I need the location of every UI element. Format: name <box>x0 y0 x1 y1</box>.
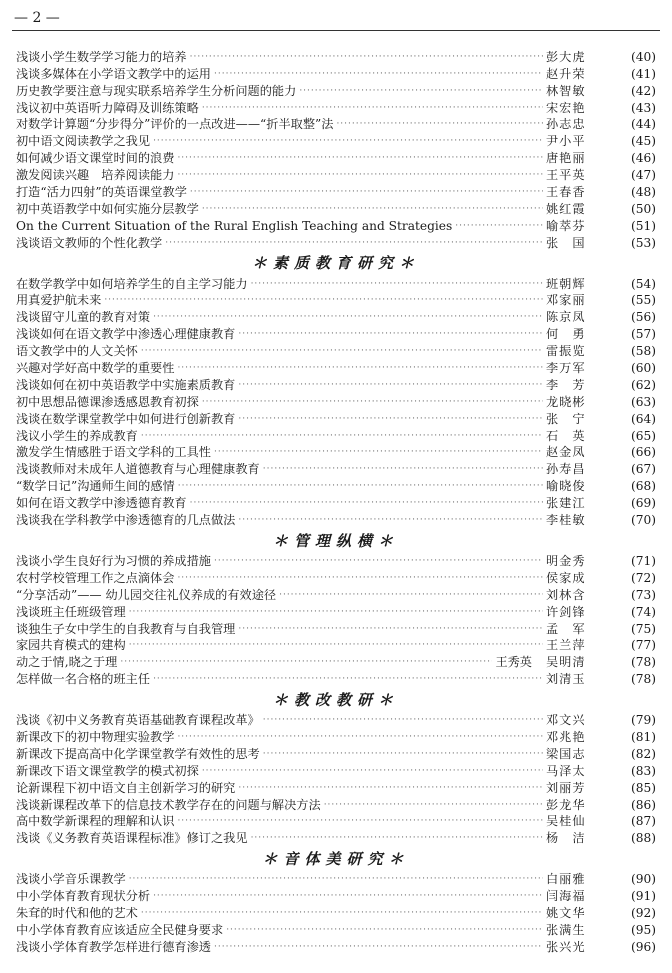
dot-leader <box>153 671 543 687</box>
entry-title: 初中语文阅读教学之我见 <box>16 134 151 149</box>
toc-entry[interactable] <box>16 620 656 637</box>
toc-entry[interactable] <box>16 427 656 444</box>
entry-page: (88) <box>630 831 656 846</box>
entry-title: 对数学计算题“分步得分”评价的一点改进——“折半取整”法 <box>16 117 334 132</box>
entry-page: (75) <box>630 621 656 636</box>
toc-entry[interactable] <box>16 234 656 251</box>
entry-page: (74) <box>630 604 656 619</box>
toc-entry[interactable] <box>16 745 656 762</box>
dot-leader <box>177 729 543 745</box>
toc-entry[interactable] <box>16 308 656 325</box>
toc-entry[interactable] <box>16 779 656 796</box>
toc-entry[interactable] <box>16 637 656 654</box>
entry-title: 农村学校管理工作之点滴体会 <box>16 570 175 585</box>
toc-entry[interactable] <box>16 359 656 376</box>
toc-entry[interactable] <box>16 813 656 830</box>
header-rule <box>12 30 660 31</box>
entry-title: On the Current Situation of the Rural English Teaching and Strategies <box>16 218 453 233</box>
entry-title: 浅谈教师对未成年人道德教育与心理健康教育 <box>16 462 260 477</box>
dot-leader <box>263 712 543 728</box>
toc-entry[interactable] <box>16 82 656 99</box>
entry-author: 吴明清 <box>546 655 586 670</box>
entry-title: 浅谈如何在初中英语教学中实施素质教育 <box>16 377 236 392</box>
entry-author: 尹小平 <box>546 134 586 149</box>
entry-author: 姚红霞 <box>546 201 586 216</box>
toc-entry[interactable] <box>16 569 656 586</box>
entry-author: 林智敏 <box>546 83 586 98</box>
entry-author: 邓文兴 <box>546 713 586 728</box>
entry-title: 浅谈我在学科教学中渗透德育的几点做法 <box>16 513 236 528</box>
dot-leader <box>177 150 543 166</box>
dot-leader <box>214 444 543 460</box>
dot-leader <box>238 780 543 796</box>
entry-title: 初中思想品德课渗透感恩教育初探 <box>16 394 199 409</box>
entry-page: (92) <box>630 905 656 920</box>
entry-page: (44) <box>630 117 656 132</box>
entry-page: (79) <box>630 713 656 728</box>
dot-leader <box>104 292 543 308</box>
toc-entry[interactable] <box>16 511 656 528</box>
toc-entry[interactable] <box>16 65 656 82</box>
entry-author: 孙志忠 <box>546 117 586 132</box>
toc-entry[interactable] <box>16 376 656 393</box>
entry-page: (53) <box>630 235 656 250</box>
dot-leader <box>177 167 543 183</box>
table-of-contents <box>16 48 656 955</box>
toc-entry[interactable] <box>16 292 656 309</box>
entry-author: 王春香 <box>546 185 586 200</box>
dot-leader <box>141 343 543 359</box>
entry-author: 张满生 <box>546 922 586 937</box>
dot-leader <box>153 888 543 904</box>
toc-entry[interactable] <box>16 460 656 477</box>
entry-author: 王平英 <box>546 168 586 183</box>
entry-author: 许剑锋 <box>546 604 586 619</box>
entry-title: 浅议初中英语听力障碍及训练策略 <box>16 100 199 115</box>
entry-page: (50) <box>630 201 656 216</box>
entry-author: 李万军 <box>546 361 586 376</box>
entry-title: 朱耷的时代和他的艺术 <box>16 905 138 920</box>
dot-leader <box>129 604 543 620</box>
dot-leader <box>190 49 543 65</box>
entry-author: 王兰萍 <box>546 638 586 653</box>
entry-page: (46) <box>630 151 656 166</box>
entry-title: 浅谈《义务教育英语课程标准》修订之我见 <box>16 831 248 846</box>
entry-page: (51) <box>630 218 656 233</box>
entry-page: (68) <box>630 479 656 494</box>
entry-title: 兴趣对学好高中数学的重要性 <box>16 361 175 376</box>
dot-leader <box>141 428 543 444</box>
entry-title: 浅谈新课程改革下的信息技术教学存在的问题与解决方法 <box>16 797 321 812</box>
entry-author: 龙晓彬 <box>546 394 586 409</box>
dot-leader <box>263 461 543 477</box>
entry-author: 姚文华 <box>546 905 586 920</box>
toc-entry[interactable] <box>16 116 656 133</box>
entry-title: 初中英语教学中如何实施分层教学 <box>16 201 199 216</box>
toc-entry[interactable] <box>16 99 656 116</box>
section-heading: ＊音体美研究＊ <box>262 849 410 868</box>
section-heading: ＊管理纵横＊ <box>272 531 399 550</box>
entry-page: (73) <box>630 587 656 602</box>
entry-page: (78) <box>630 655 656 670</box>
toc-entry[interactable] <box>16 796 656 813</box>
entry-page: (72) <box>630 570 656 585</box>
entry-title: 浅谈在数学课堂教学中如何进行创新教育 <box>16 411 236 426</box>
dot-leader <box>129 871 543 887</box>
entry-page: (77) <box>630 638 656 653</box>
entry-author: 班朝辉 <box>546 276 586 291</box>
entry-page: (62) <box>630 377 656 392</box>
entry-title: 用真爱护航未来 <box>16 293 102 308</box>
dot-leader <box>238 377 543 393</box>
entry-author: 张 国 <box>546 235 586 250</box>
entry-page: (47) <box>630 168 656 183</box>
entry-author: 张 宁 <box>546 411 586 426</box>
toc-entry[interactable] <box>16 410 656 427</box>
toc-entry[interactable] <box>16 183 656 200</box>
dot-leader <box>214 939 543 955</box>
entry-page: (67) <box>630 462 656 477</box>
entry-author: 侯家成 <box>546 570 586 585</box>
entry-page: (60) <box>630 361 656 376</box>
toc-entry[interactable] <box>16 132 656 149</box>
entry-author: 刘林含 <box>546 587 586 602</box>
entry-title: 家园共育模式的建构 <box>16 638 126 653</box>
entry-author: 李 芳 <box>546 377 586 392</box>
entry-page: (63) <box>630 394 656 409</box>
dot-leader <box>202 201 543 217</box>
entry-page: (45) <box>630 134 656 149</box>
entry-author: 雷振览 <box>546 344 586 359</box>
entry-title: 新课改下语文课堂教学的模式初探 <box>16 763 199 778</box>
entry-author: 吴桂仙 <box>546 814 586 829</box>
entry-author: 马泽太 <box>546 763 586 778</box>
entry-author: 闫海福 <box>546 889 586 904</box>
entry-title: 浅议小学生的养成教育 <box>16 428 138 443</box>
toc-entry[interactable] <box>16 552 656 569</box>
entry-author: 刘丽芳 <box>546 780 586 795</box>
entry-page: (66) <box>630 445 656 460</box>
dot-leader <box>324 797 543 813</box>
entry-page: (42) <box>630 83 656 98</box>
dot-leader <box>238 411 543 427</box>
dot-leader <box>153 133 543 149</box>
entry-page: (83) <box>630 763 656 778</box>
entry-title: 中小学体育教育现状分析 <box>16 889 151 904</box>
toc-entry[interactable] <box>16 217 656 234</box>
dot-leader <box>190 495 543 511</box>
dot-leader <box>238 326 543 342</box>
toc-entry[interactable] <box>16 938 656 955</box>
entry-title: 浅谈小学生良好行为习惯的养成措施 <box>16 553 211 568</box>
page-number: — 2 — <box>14 10 60 26</box>
entry-title: 如何减少语文课堂时间的浪费 <box>16 151 175 166</box>
dot-leader <box>202 394 543 410</box>
toc-entry[interactable] <box>16 653 656 670</box>
entry-author: 彭大虎 <box>546 49 586 64</box>
entry-title: 高中数学新课程的理解和认识 <box>16 814 175 829</box>
entry-title: 打造“活力四射”的英语课堂教学 <box>16 185 187 200</box>
entry-page: (69) <box>630 496 656 511</box>
dot-leader <box>177 813 543 829</box>
entry-author: 喻晓俊 <box>546 479 586 494</box>
dot-leader <box>279 587 543 603</box>
entry-title: 如何在语文教学中渗透德育教育 <box>16 496 187 511</box>
toc-entry[interactable] <box>16 494 656 511</box>
entry-title: 激发阅读兴趣 培养阅读能力 <box>16 168 175 183</box>
dot-leader <box>263 746 543 762</box>
toc-entry[interactable] <box>16 200 656 217</box>
entry-page: (86) <box>630 797 656 812</box>
entry-page: (64) <box>630 411 656 426</box>
entry-author: 杨 洁 <box>546 831 586 846</box>
toc-entry[interactable] <box>16 829 656 846</box>
entry-page: (55) <box>630 293 656 308</box>
toc-entry[interactable] <box>16 728 656 745</box>
entry-author: 孟 军 <box>546 621 586 636</box>
dot-leader <box>214 66 543 82</box>
entry-title: 浅谈留守儿童的教育对策 <box>16 310 151 325</box>
entry-title: 浅谈小学音乐课教学 <box>16 872 126 887</box>
entry-author: 张兴光 <box>546 939 586 954</box>
entry-author: 宋宏艳 <box>546 100 586 115</box>
entry-page: (82) <box>630 746 656 761</box>
entry-author: 孙寿昌 <box>546 462 586 477</box>
dot-leader <box>141 905 543 921</box>
toc-entry[interactable] <box>16 904 656 921</box>
entry-title: 浅谈如何在语文教学中渗透心理健康教育 <box>16 327 236 342</box>
toc-entry[interactable] <box>16 342 656 359</box>
entry-page: (43) <box>630 100 656 115</box>
entry-title: “分享活动”—— 幼儿园交往礼仪养成的有效途径 <box>16 587 277 602</box>
entry-page: (65) <box>630 428 656 443</box>
dot-leader <box>299 83 543 99</box>
entry-author: 白丽雅 <box>546 872 586 887</box>
entry-page: (71) <box>630 553 656 568</box>
entry-title: 浅谈语文教师的个性化教学 <box>16 235 163 250</box>
toc-entry[interactable] <box>16 149 656 166</box>
entry-page: (48) <box>630 185 656 200</box>
dot-leader <box>202 100 543 116</box>
entry-author: 赵升荣 <box>546 66 586 81</box>
entry-title: 中小学体育教育应该适应全民健身要求 <box>16 922 224 937</box>
entry-page: (40) <box>630 49 656 64</box>
entry-title: 论新课程下初中语文自主创新学习的研究 <box>16 780 236 795</box>
entry-title: 浅谈小学生数学学习能力的培养 <box>16 49 187 64</box>
entry-author: 赵金凤 <box>546 445 586 460</box>
dot-leader <box>190 184 543 200</box>
entry-title: 新课改下提高高中化学课堂教学有效性的思考 <box>16 746 260 761</box>
toc-entry[interactable] <box>16 325 656 342</box>
entry-title: “数学日记”沟通师生间的感情 <box>16 479 175 494</box>
entry-title: 怎样做一名合格的班主任 <box>16 672 151 687</box>
section-heading: ＊素质教育研究＊ <box>251 254 420 273</box>
dot-leader <box>226 922 543 938</box>
entry-page: (78) <box>630 672 656 687</box>
entry-author: 何 勇 <box>546 327 586 342</box>
entry-author: 明金秀 <box>546 553 586 568</box>
entry-title: 浅谈多媒体在小学语文教学中的运用 <box>16 66 211 81</box>
entry-page: (91) <box>630 889 656 904</box>
toc-entry[interactable] <box>16 670 656 687</box>
entry-page: (85) <box>630 780 656 795</box>
entry-page: (95) <box>630 922 656 937</box>
entry-title: 历史教学要注意与现实联系培养学生分析问题的能力 <box>16 83 297 98</box>
toc-entry[interactable] <box>16 870 656 887</box>
entry-page: (58) <box>630 344 656 359</box>
entry-coauthor: 王秀英 <box>495 655 532 670</box>
toc-entry[interactable] <box>16 166 656 183</box>
toc-entry[interactable] <box>16 393 656 410</box>
entry-title: 在数学教学中如何培养学生的自主学习能力 <box>16 276 248 291</box>
section-heading: ＊教改教研＊ <box>272 690 399 709</box>
toc-entry[interactable] <box>16 762 656 779</box>
entry-author: 陈京凤 <box>546 310 586 325</box>
dot-leader <box>120 654 492 670</box>
entry-title: 浅谈小学体育教学怎样进行德育渗透 <box>16 939 211 954</box>
entry-author: 邓家丽 <box>546 293 586 308</box>
entry-page: (56) <box>630 310 656 325</box>
dot-leader <box>238 512 543 528</box>
entry-title: 动之于情,晓之于理 <box>16 655 118 670</box>
entry-page: (70) <box>630 513 656 528</box>
dot-leader <box>251 830 543 846</box>
dot-leader <box>455 218 543 234</box>
entry-page: (96) <box>630 939 656 954</box>
entry-title: 新课改下的初中物理实验教学 <box>16 729 175 744</box>
entry-page: (90) <box>630 872 656 887</box>
entry-title: 谈独生子女中学生的自我教育与自我管理 <box>16 621 236 636</box>
entry-page: (57) <box>630 327 656 342</box>
entry-author: 邓兆艳 <box>546 729 586 744</box>
entry-page: (41) <box>630 66 656 81</box>
entry-page: (54) <box>630 276 656 291</box>
toc-entry[interactable] <box>16 921 656 938</box>
dot-leader <box>177 570 543 586</box>
toc-entry[interactable] <box>16 275 656 292</box>
entry-author: 刘清玉 <box>546 672 586 687</box>
entry-author: 梁国志 <box>546 746 586 761</box>
toc-entry[interactable] <box>16 48 656 65</box>
toc-entry[interactable] <box>16 444 656 461</box>
dot-leader <box>178 478 543 494</box>
dot-leader <box>177 360 543 376</box>
toc-entry[interactable] <box>16 887 656 904</box>
entry-author: 喻萃芬 <box>546 218 586 233</box>
entry-author: 彭龙华 <box>546 797 586 812</box>
dot-leader <box>202 763 543 779</box>
dot-leader <box>153 309 543 325</box>
entry-title: 激发学生情感胜于语文学科的工具性 <box>16 445 211 460</box>
entry-page: (87) <box>630 814 656 829</box>
entry-title: 语文教学中的人文关怀 <box>16 344 138 359</box>
entry-author: 唐艳丽 <box>546 151 586 166</box>
entry-page: (81) <box>630 729 656 744</box>
entry-author: 张建江 <box>546 496 586 511</box>
toc-entry[interactable] <box>16 603 656 620</box>
entry-author: 石 英 <box>546 428 586 443</box>
entry-author: 李桂敏 <box>546 513 586 528</box>
dot-leader <box>251 276 543 292</box>
dot-leader <box>165 235 543 251</box>
entry-title: 浅谈班主任班级管理 <box>16 604 126 619</box>
dot-leader <box>336 116 543 132</box>
dot-leader <box>238 621 543 637</box>
dot-leader <box>129 637 543 653</box>
toc-entry[interactable] <box>16 477 656 494</box>
toc-entry[interactable] <box>16 711 656 728</box>
dot-leader <box>214 553 543 569</box>
entry-title: 浅谈《初中义务教育英语基础教育课程改革》 <box>16 713 260 728</box>
toc-entry[interactable] <box>16 586 656 603</box>
